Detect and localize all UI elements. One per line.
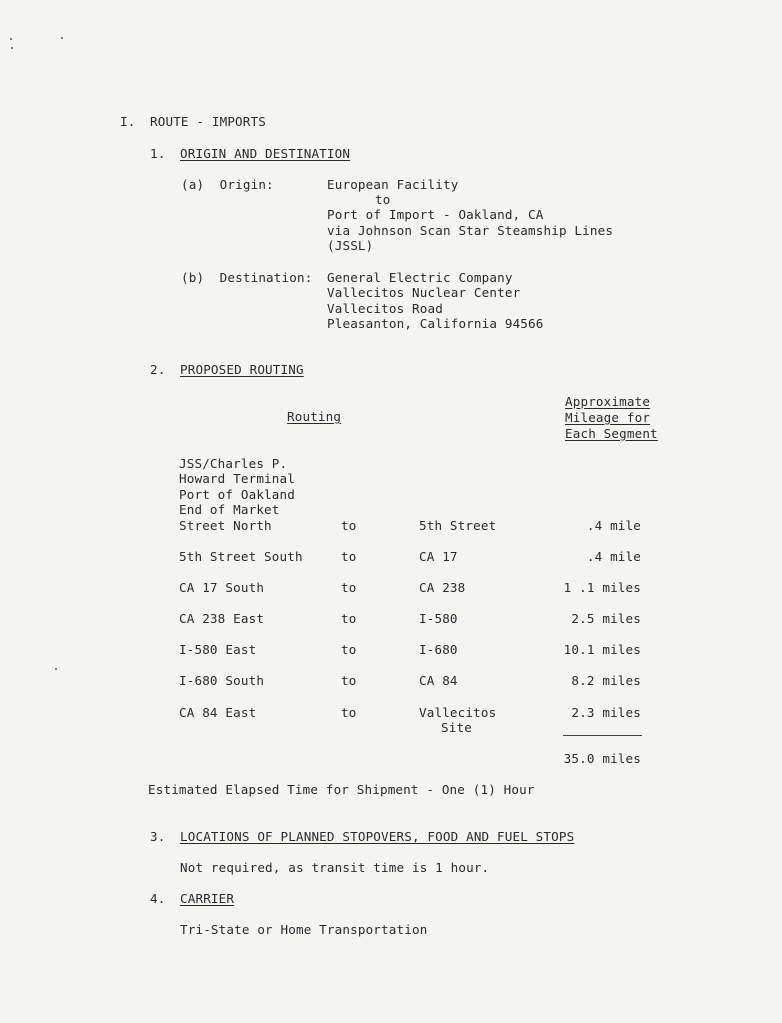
route-dest: Site [441,720,472,735]
scan-speck [10,38,12,40]
route-miles: 1 .1 miles [563,580,641,595]
route-from: Street North [179,518,272,533]
route-miles: .4 mile [586,518,641,533]
route-dest: 5th Street [419,518,497,533]
route-dest: Vallecitos [419,705,497,720]
route-to-word: to [341,518,357,533]
section-title: ROUTE - IMPORTS [150,114,266,129]
item1-number: 1. [150,146,166,161]
total-rule [563,735,642,736]
mileage-column-header: Mileage for [565,410,651,425]
route-dest: I-580 [419,611,458,626]
section-numeral: I. [120,114,136,129]
route-dest: CA 84 [419,673,458,688]
route-miles: 2.5 miles [571,611,641,626]
route-from: End of Market [179,502,280,517]
route-dest: I-680 [419,642,458,657]
destination-line: Vallecitos Nuclear Center [327,285,521,300]
elapsed-time: Estimated Elapsed Time for Shipment - One (1) Hour [148,782,535,797]
destination-label: (b) Destination: [181,270,313,285]
item4-number: 4. [150,891,166,906]
route-miles: .4 mile [586,549,641,564]
route-miles: 2.3 miles [571,705,641,720]
destination-line: Vallecitos Road [327,301,443,316]
route-from: JSS/Charles P. [179,456,288,471]
item2-number: 2. [150,362,166,377]
origin-line: (JSSL) [327,238,374,253]
scan-speck [61,37,63,39]
item3-number: 3. [150,829,166,844]
route-dest: CA 17 [419,549,458,564]
route-from: CA 17 South [179,580,265,595]
route-from: 5th Street South [179,549,303,564]
route-to-word: to [341,705,357,720]
item3-heading: LOCATIONS OF PLANNED STOPOVERS, FOOD AND FUEL STOPS [180,829,575,844]
mileage-column-header: Approximate [565,394,651,409]
route-to-word: to [341,611,357,626]
origin-line: to [375,192,391,207]
item3-text: Not required, as transit time is 1 hour. [180,860,490,875]
origin-label: (a) Origin: [181,177,274,192]
total-miles: 35.0 miles [563,751,641,766]
route-from: I-580 East [179,642,257,657]
route-to-word: to [341,580,357,595]
origin-line: Port of Import - Oakland, CA [327,207,544,222]
routing-column-header: Routing [287,409,342,424]
mileage-column-header: Each Segment [565,426,658,441]
destination-line: General Electric Company [327,270,513,285]
item1-heading: ORIGIN AND DESTINATION [180,146,351,161]
route-to-word: to [341,549,357,564]
route-from: Howard Terminal [179,471,295,486]
origin-line: European Facility [327,177,459,192]
route-dest: CA 238 [419,580,466,595]
route-from: CA 84 East [179,705,257,720]
route-to-word: to [341,642,357,657]
route-to-word: to [341,673,357,688]
route-miles: 10.1 miles [563,642,641,657]
item4-text: Tri-State or Home Transportation [180,922,428,937]
route-from: I-680 South [179,673,265,688]
route-from: Port of Oakland [179,487,295,502]
item2-heading: PROPOSED ROUTING [180,362,304,377]
scan-speck [55,668,57,670]
item4-heading: CARRIER [180,891,235,906]
scan-speck [11,47,13,49]
origin-line: via Johnson Scan Star Steamship Lines [327,223,614,238]
route-miles: 8.2 miles [571,673,641,688]
destination-line: Pleasanton, California 94566 [327,316,544,331]
route-from: CA 238 East [179,611,265,626]
